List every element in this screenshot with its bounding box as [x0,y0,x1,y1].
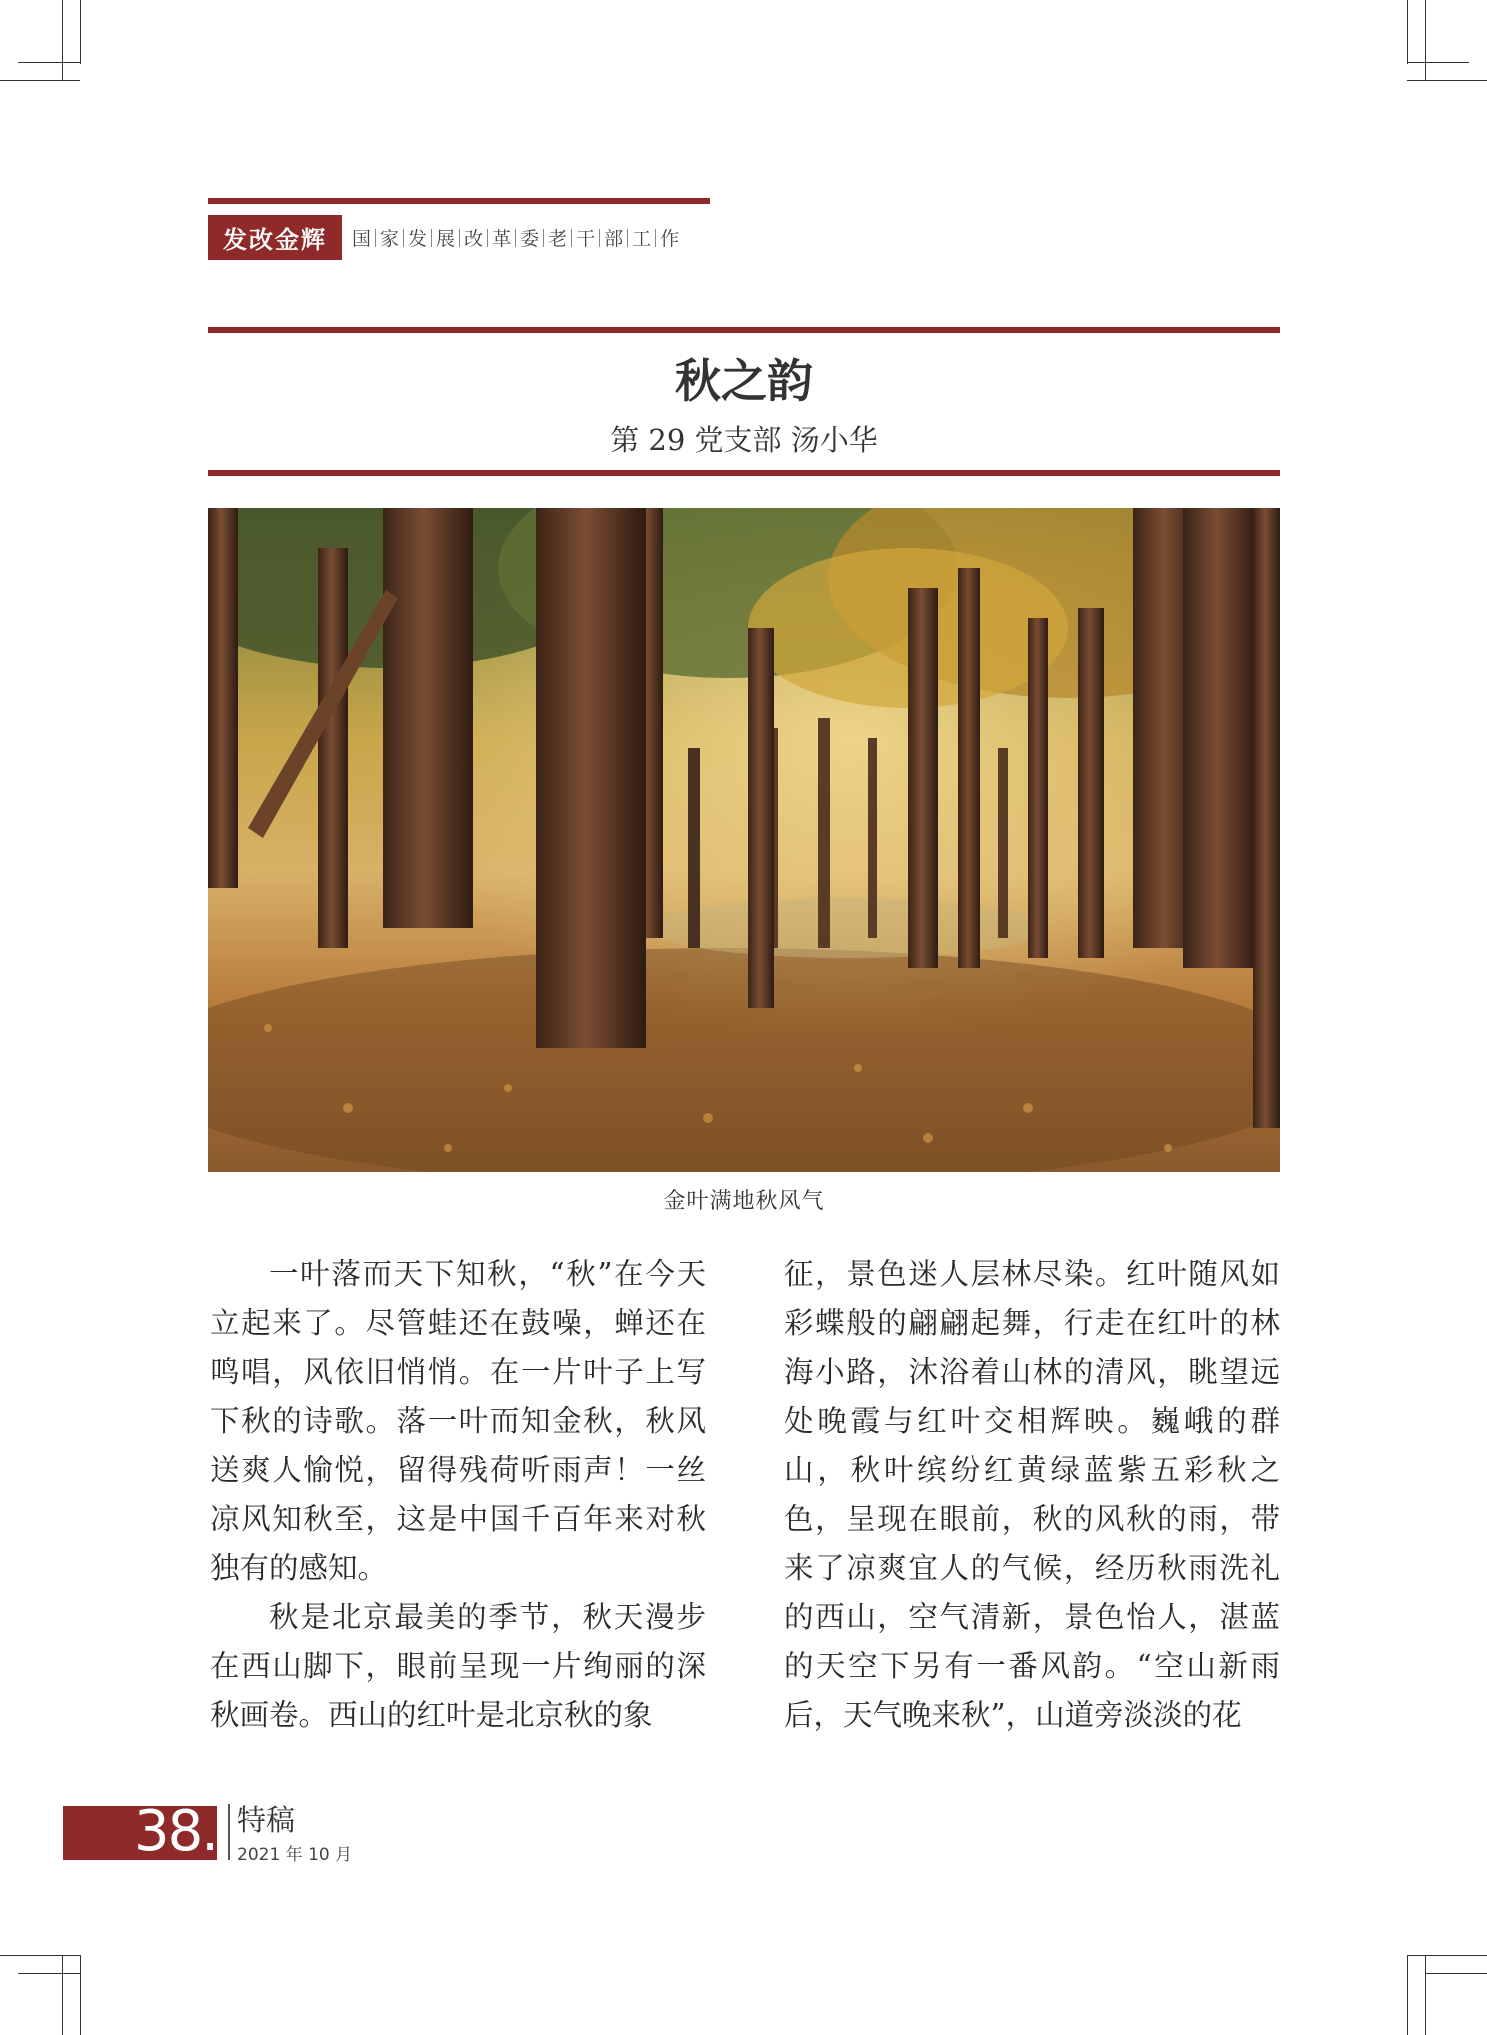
org-char: 革 [492,228,512,250]
org-char: 发 [408,228,428,250]
paragraph: 一叶落而天下知秋，“秋”在今天立起来了。尽管蛙还在鼓噪，蝉还在鸣唱，风依旧悄悄。在一片叶子上写下秋的诗歌。落一叶而知金秋，秋风送爽人愉悦，留得残荷听雨声！一丝凉风知秋至，这是中国千百年来对秋独有的感知。 [210,1257,706,1585]
org-char: 国 [352,228,372,250]
article-title: 秋之韵 [675,354,813,408]
org-separator [571,229,572,247]
section-name: 特稿 [237,1803,296,1837]
photo-caption: 金叶满地秋风气 [663,1189,825,1214]
header-top-rule [208,198,710,204]
org-separator [459,229,460,247]
footer-divider [228,1804,230,1860]
org-separator [655,229,656,247]
page-number: 38. [133,1798,217,1864]
org-separator [375,229,376,247]
org-char: 干 [576,228,596,250]
body-column-right [784,1250,1280,1740]
org-separator [599,229,600,247]
org-separator [487,229,488,247]
org-separator [403,229,404,247]
org-char: 工 [632,228,652,250]
org-separator [627,229,628,247]
article-author: 第 29 党支部 汤小华 [610,423,878,457]
header-organization [352,215,679,260]
issue-date: 2021 年 10 月 [237,1845,353,1865]
paragraph: 秋是北京最美的季节，秋天漫步在西山脚下，眼前呈现一片绚丽的深秋画卷。西山的红叶是北京秋的象 [210,1600,706,1732]
body-column-left [210,1250,706,1740]
title-bottom-rule [208,470,1280,476]
org-char: 委 [520,228,540,250]
org-char: 展 [436,228,456,250]
org-char: 作 [660,228,680,250]
header-badge: 发改金辉 [208,215,342,260]
autumn-forest-photo [208,508,1280,1172]
org-separator [515,229,516,247]
org-separator [431,229,432,247]
org-char: 改 [464,228,484,250]
title-top-rule [208,327,1280,333]
org-char: 部 [604,228,624,250]
org-char: 老 [548,228,568,250]
org-separator [543,229,544,247]
paragraph: 征，景色迷人层林尽染。红叶随风如彩蝶般的翩翩起舞，行走在红叶的林海小路，沐浴着山林的清风，眺望远处晚霞与红叶交相辉映。巍峨的群山，秋叶缤纷红黄绿蓝紫五彩秋之色，呈现在眼前，秋的风秋的雨，带来了凉爽宜人的气候，经历秋雨洗礼的西山，空气清新，景色怡人，湛蓝的天空下另有一番风韵。“空山新雨后，天气晚来秋”，山道旁淡淡的花 [784,1257,1280,1732]
org-char: 家 [380,228,400,250]
